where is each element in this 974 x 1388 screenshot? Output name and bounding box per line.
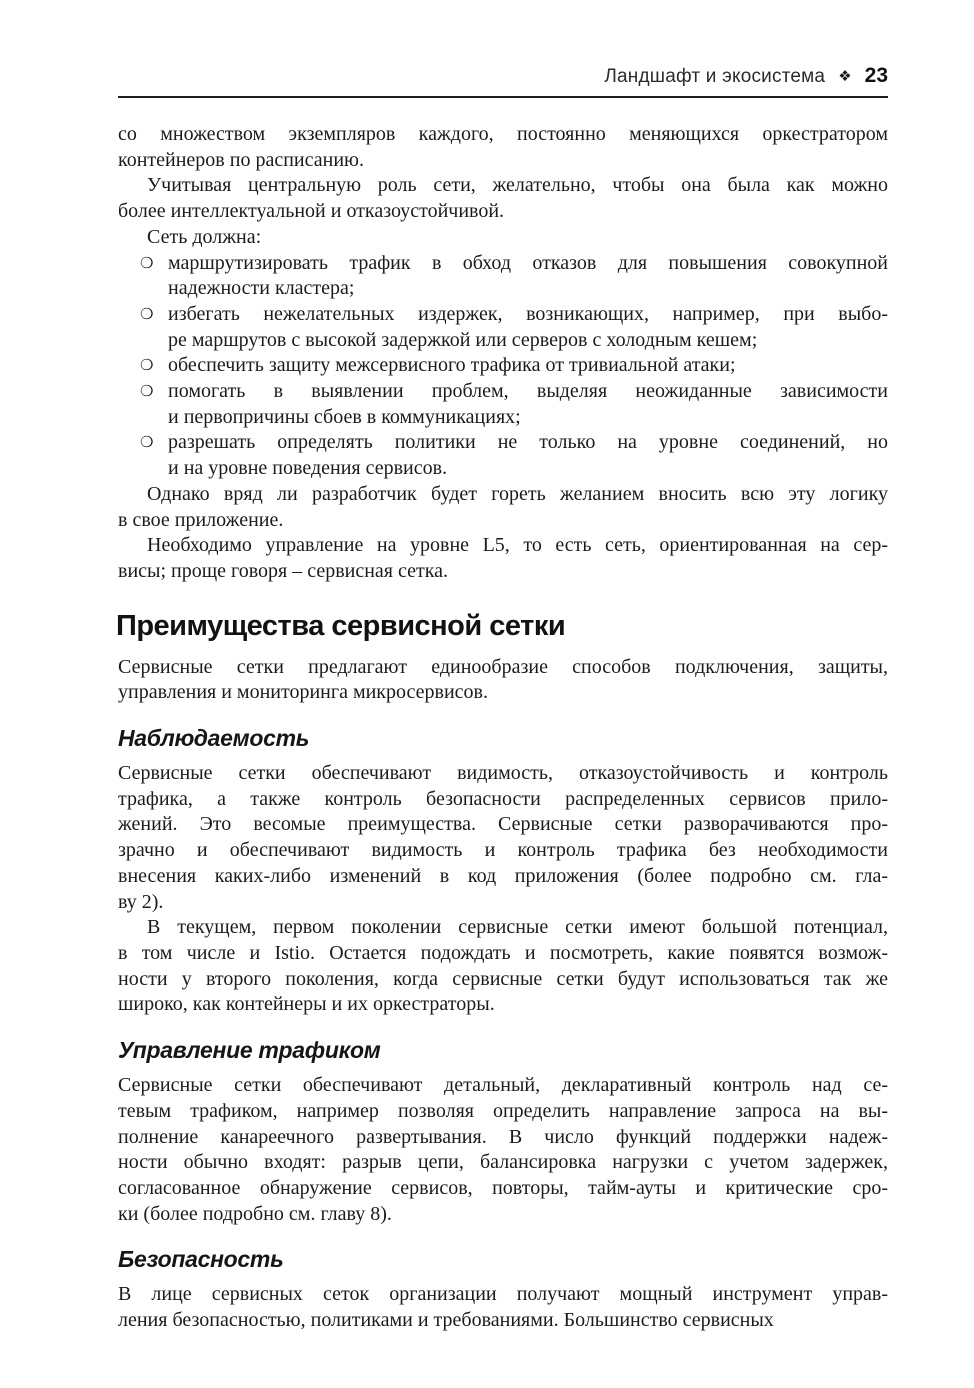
page-number: 23	[864, 64, 888, 87]
bullet-text	[168, 379, 888, 430]
text-line: тевым трафиком, например позволяя определить направление запроса на вы-	[118, 1099, 888, 1122]
text-line: согласованное обнаружение сервисов, повторы, тайм-ауты и критические сро-	[118, 1176, 888, 1199]
text-line: Сервисные сетки обеспечивают видимость, отказоустойчивость и контроль	[118, 762, 888, 785]
text-line: ности обычно входят: разрыв цепи, балансировка нагрузки с учетом задержек,	[118, 1151, 888, 1174]
text-line: Учитывая центральную роль сети, желательно, чтобы она была как можно	[147, 174, 888, 197]
text-line: разрешать определять политики не только на уровне соединений, но	[168, 431, 888, 454]
text-line: ки (более подробно см. главу 8).	[118, 1202, 392, 1225]
paragraph	[118, 225, 888, 251]
text-line: полнение канареечного развертывания. В число функций поддержки надеж-	[118, 1125, 888, 1148]
bullet-item	[118, 302, 888, 353]
text-line: контейнеров по расписанию.	[118, 148, 364, 171]
bullet-item	[118, 251, 888, 302]
text-line: помогать в выявлении проблем, выделяя неожиданные зависимости	[168, 380, 888, 403]
bullet-text	[168, 251, 888, 302]
subsection-heading-traffic: Управление трафиком	[118, 1037, 381, 1064]
section-heading-benefits: Преимущества сервисной сетки	[116, 609, 566, 642]
text-line: внесения каких-либо изменений в код приложения (более подробно см. гла-	[118, 864, 888, 887]
circle-bullet-icon: ❍	[140, 253, 154, 272]
text-line: ности у второго поколения, когда сервисные сетки будут использоваться так же	[118, 967, 888, 990]
subsection-heading-security: Безопасность	[118, 1246, 284, 1273]
bullet-text	[168, 430, 888, 481]
text-line: ления безопасностью, политиками и требованиями. Большинство сервисных	[118, 1309, 774, 1332]
text-line: ре маршрутов с высокой задержкой или серверов с холодным кешем;	[168, 328, 758, 351]
circle-bullet-icon: ❍	[140, 304, 154, 323]
circle-bullet-icon: ❍	[140, 433, 154, 452]
text-line: избегать нежелательных издержек, возникающих, например, при выбо-	[168, 302, 888, 325]
text-line: висы; проще говоря – сервисная сетка.	[118, 559, 449, 582]
bullet-item	[118, 430, 888, 481]
text-line: трафика, а также контроль безопасности распределенных сервисов прило-	[118, 787, 888, 810]
text-line: Сервисные сетки предлагают единообразие способов подключения, защиты,	[118, 655, 888, 678]
text-line: Сеть должна:	[147, 225, 262, 248]
subsection-heading-observability: Наблюдаемость	[118, 725, 310, 752]
running-header	[118, 64, 888, 98]
text-line: зрачно и обеспечивают видимость и контроль трафика без необходимости	[118, 839, 888, 862]
paragraph	[118, 173, 888, 224]
paragraph	[118, 915, 888, 1018]
paragraph	[118, 482, 888, 533]
paragraph	[118, 1073, 888, 1227]
page-content	[118, 122, 888, 1334]
paragraph	[118, 122, 888, 173]
circle-bullet-icon: ❍	[140, 356, 154, 375]
text-line: Необходимо управление на уровне L5, то есть сеть, ориентированная на сер-	[147, 534, 888, 557]
bullet-item	[118, 353, 888, 379]
text-line: и на уровне поведения сервисов.	[168, 457, 448, 480]
bullet-item	[118, 379, 888, 430]
text-line: со множеством экземпляров каждого, постоянно меняющихся оркестратором	[118, 123, 888, 145]
running-header-title: Ландшафт и экосистема	[604, 66, 826, 87]
text-line: управления и мониторинга микросервисов.	[118, 681, 488, 704]
text-line: маршрутизировать трафик в обход отказов для повышения совокупной	[168, 251, 888, 274]
paragraph	[118, 761, 888, 915]
bullet-text	[168, 302, 888, 353]
text-line: В лице сервисных сеток организации получают мощный инструмент управ-	[118, 1283, 888, 1306]
text-line: В текущем, первом поколении сервисные сетки имеют большой потенциал,	[147, 916, 888, 939]
bullet-text	[168, 353, 888, 379]
text-line: и первопричины сбоев в коммуникациях;	[168, 405, 521, 428]
text-line: надежности кластера;	[168, 277, 355, 300]
text-line: Однако вряд ли разработчик будет гореть желанием вносить всю эту логику	[147, 482, 888, 505]
text-line: ву 2).	[118, 890, 164, 913]
text-line: в том числе и Istio. Остается подождать и посмотреть, какие появятся возмож-	[118, 941, 888, 964]
bullet-list	[118, 251, 888, 482]
paragraph	[118, 533, 888, 584]
text-line: Сервисные сетки обеспечивают детальный, декларативный контроль над се-	[118, 1074, 888, 1097]
text-line: в свое приложение.	[118, 508, 284, 531]
circle-bullet-icon: ❍	[140, 382, 154, 401]
paragraph	[118, 1282, 888, 1333]
text-line: широко, как контейнеры и их оркестраторы.	[118, 993, 495, 1016]
text-line: жений. Это весомые преимущества. Сервисные сетки разворачиваются про-	[118, 813, 888, 836]
text-line: более интеллектуальной и отказоустойчивой.	[118, 200, 505, 223]
text-line: обеспечить защиту межсервисного трафика от тривиальной атаки;	[168, 354, 736, 377]
paragraph	[118, 655, 888, 706]
diamond-icon: ❖	[838, 68, 852, 85]
